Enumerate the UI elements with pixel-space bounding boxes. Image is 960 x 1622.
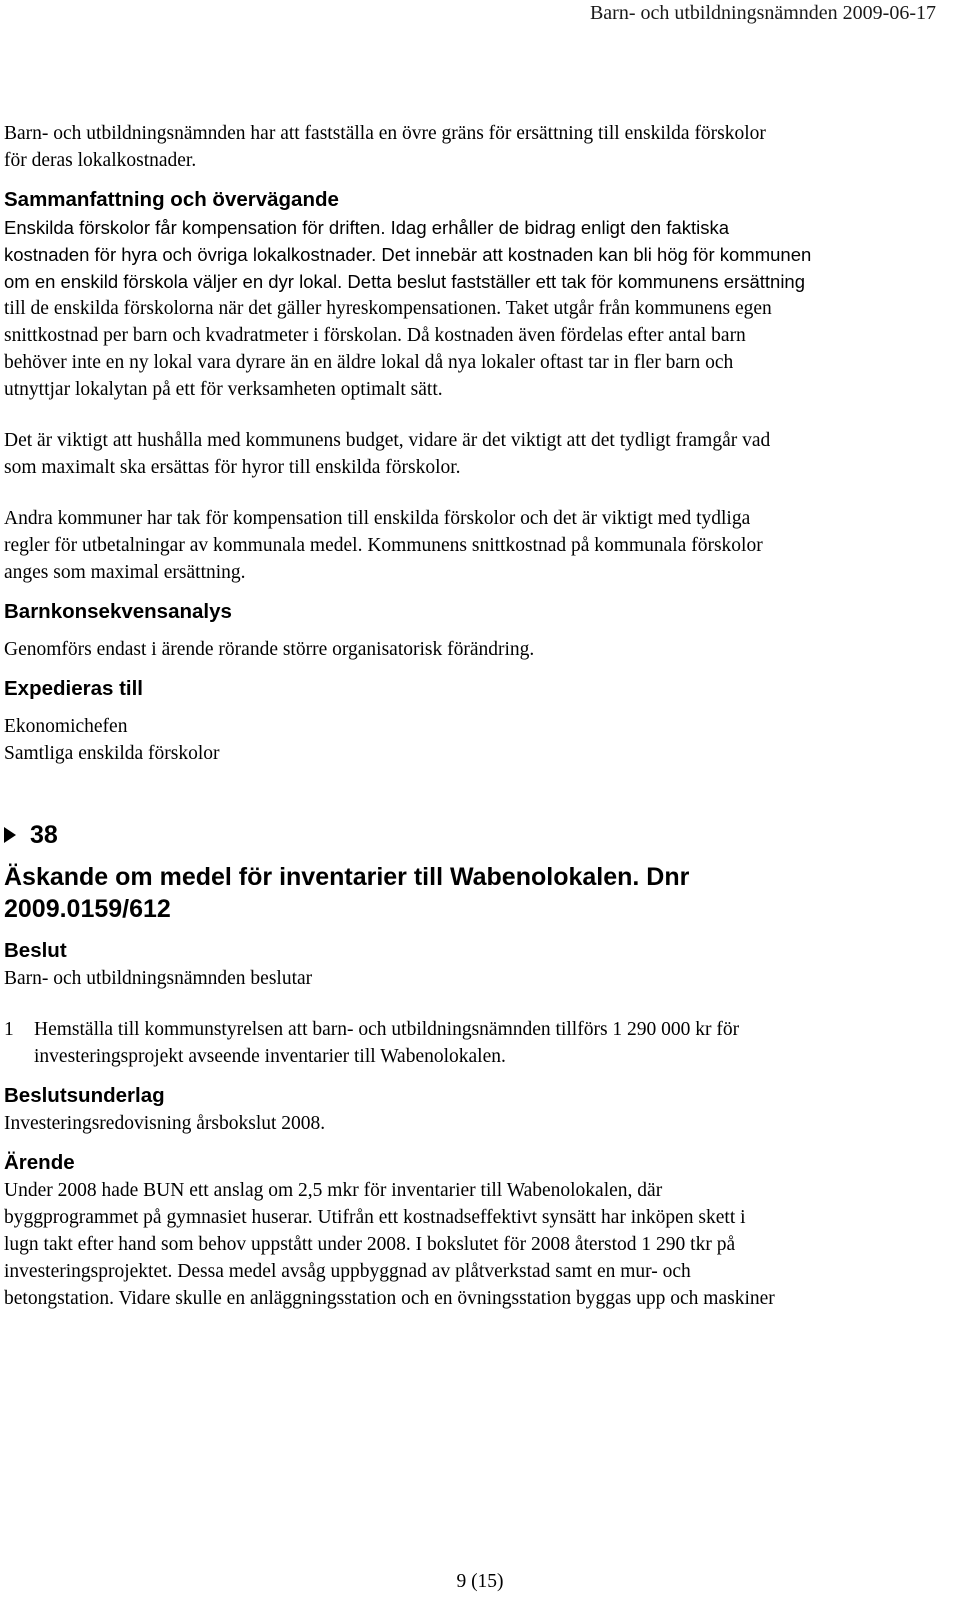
- paragraph-line: anges som maximal ersättning.: [4, 562, 246, 583]
- section-title-line-2: 2009.0159/612: [4, 895, 171, 923]
- paragraph-line: som maximalt ska ersättas för hyror till enskilda förskolor.: [4, 457, 461, 478]
- section-number: [4, 819, 949, 851]
- summary-line: Enskilda förskolor får kompensation för driften. Idag erhåller de bidrag enligt den faktiska: [4, 217, 729, 238]
- section-number-text: 38: [30, 821, 58, 849]
- child-analysis-heading: Barnkonsekvensanalys: [4, 600, 232, 623]
- summary-line: om en enskild förskola väljer en dyr lokal. Detta beslut fastställer ett tak för kommunens ersättning: [4, 271, 806, 292]
- document-body: [4, 120, 949, 1312]
- basis-heading: Beslutsunderlag: [4, 1084, 165, 1107]
- paragraph-line: regler för utbetalningar av kommunala medel. Kommunens snittkostnad på kommunala förskolor: [4, 535, 763, 556]
- decision-item-number: 1: [4, 1019, 14, 1040]
- other-municipalities-paragraph: [4, 505, 949, 586]
- summary-line: utnyttjar lokalytan på ett för verksamheten optimalt sätt.: [4, 379, 443, 400]
- summary-line: till de enskilda förskolorna när det gäller hyreskompensationen. Taket utgår från kommunens egen: [4, 298, 772, 319]
- section-marker-icon: [4, 827, 16, 843]
- decision-item: [4, 1016, 949, 1070]
- intro-line-1: Barn- och utbildningsnämnden har att fastställa en övre gräns för ersättning till enskilda förskolor: [4, 123, 766, 144]
- dispatch-recipient: Samtliga enskilda förskolor: [4, 743, 220, 764]
- decision-text: Barn- och utbildningsnämnden beslutar: [4, 968, 313, 989]
- summary-line: kostnaden för hyra och övriga lokalkostnader. Det innebär att kostnaden kan bli hög för kommunen: [4, 244, 812, 265]
- matter-paragraph: [4, 1177, 949, 1312]
- matter-line: byggprogrammet på gymnasiet huserar. Utifrån ett kostnadseffektivt synsätt har inköpen skett i: [4, 1207, 746, 1228]
- matter-line: betongstation. Vidare skulle en anläggningsstation och en övningsstation byggas upp och maskiner: [4, 1288, 775, 1309]
- paragraph-line: Andra kommuner har tak för kompensation till enskilda förskolor och det är viktigt med tydliga: [4, 508, 751, 529]
- matter-line: Under 2008 hade BUN ett anslag om 2,5 mkr för inventarier till Wabenolokalen, där: [4, 1180, 663, 1201]
- page-number: 9 (15): [456, 1571, 504, 1592]
- child-analysis-text: Genomförs endast i ärende rörande större organisatorisk förändring.: [4, 639, 535, 660]
- matter-line: investeringsprojektet. Dessa medel avsåg uppbyggnad av plåtverkstad samt en mur- och: [4, 1261, 691, 1282]
- budget-paragraph: [4, 427, 949, 481]
- decision-item-text: [34, 1016, 949, 1070]
- intro-line-2: för deras lokalkostnader.: [4, 150, 197, 171]
- matter-heading: Ärende: [4, 1151, 75, 1174]
- decision-heading: Beslut: [4, 939, 67, 962]
- summary-line: behöver inte en ny lokal vara dyrare än en äldre lokal då nya lokaler oftast tar in fler barn och: [4, 352, 734, 373]
- summary-paragraph: [4, 214, 949, 403]
- decision-item-line: Hemställa till kommunstyrelsen att barn- och utbildningsnämnden tillförs 1 290 000 kr för: [34, 1019, 740, 1040]
- dispatch-heading: Expedieras till: [4, 677, 144, 700]
- paragraph-line: Det är viktigt att hushålla med kommunens budget, vidare är det viktigt att det tydligt framgår vad: [4, 430, 771, 451]
- matter-line: lugn takt efter hand som behov uppstått under 2008. I bokslutet för 2008 återstod 1 290 tkr på: [4, 1234, 736, 1255]
- summary-heading: Sammanfattning och övervägande: [4, 188, 339, 211]
- decision-item-line: investeringsprojekt avseende inventarier till Wabenolokalen.: [34, 1046, 506, 1067]
- basis-text: Investeringsredovisning årsbokslut 2008.: [4, 1113, 326, 1134]
- dispatch-recipient: Ekonomichefen: [4, 716, 128, 737]
- section-title-line-1: Äskande om medel för inventarier till Wabenolokalen. Dnr: [4, 863, 690, 891]
- page-header: Barn- och utbildningsnämnden 2009-06-17: [589, 2, 936, 24]
- summary-line: snittkostnad per barn och kvadratmeter i förskolan. Då kostnaden även fördelas efter antal barn: [4, 325, 746, 346]
